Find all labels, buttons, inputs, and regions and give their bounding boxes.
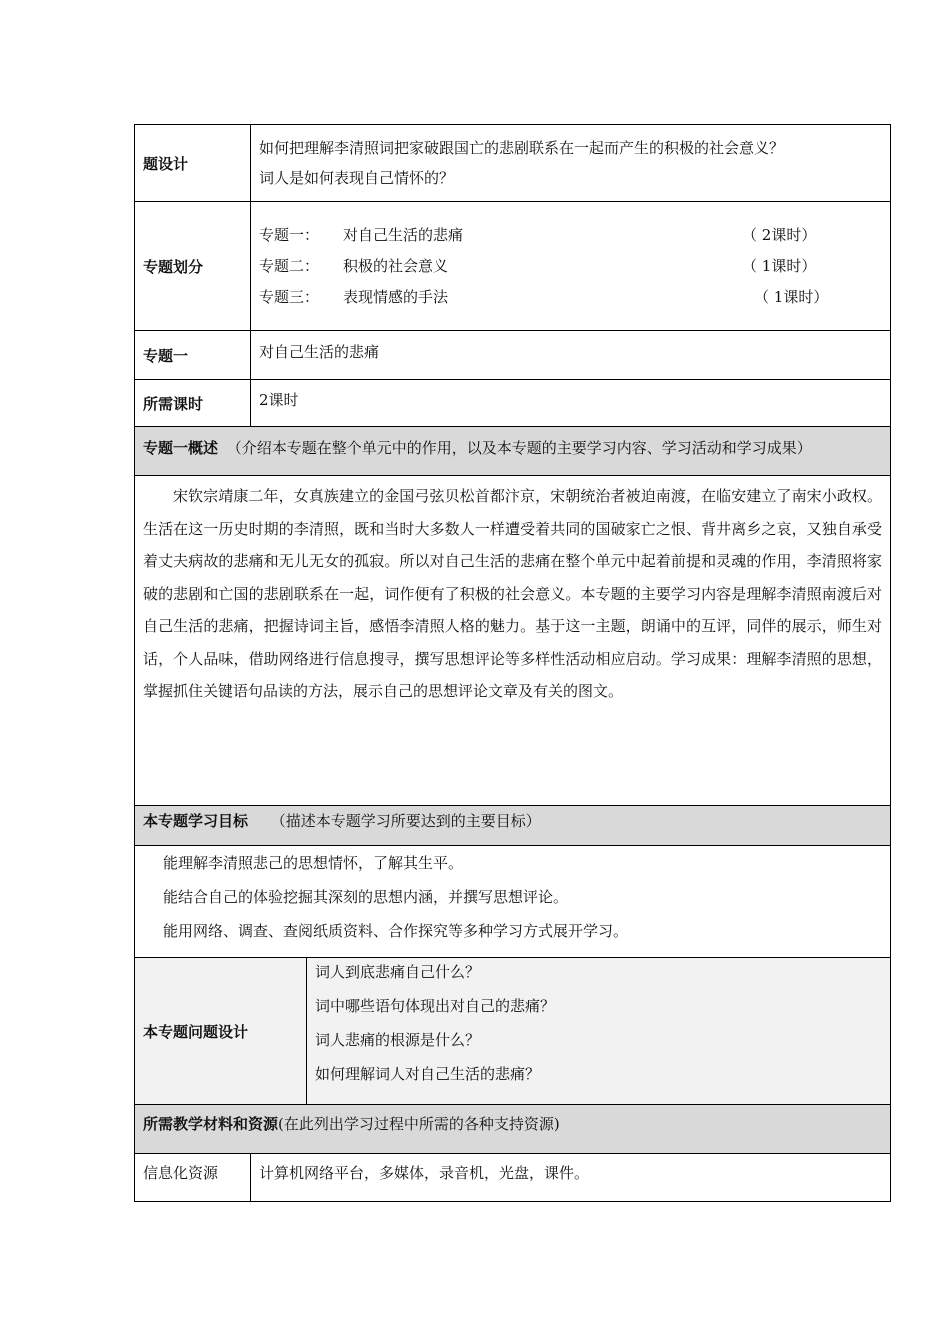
overview-header-row xyxy=(135,427,891,476)
topic-title: 对自己生活的悲痛 xyxy=(343,226,464,244)
goal-item: 能用网络、调查、查阅纸质资料、合作探究等多种学习方式展开学习。 xyxy=(163,922,629,940)
topic-num: 专题一： xyxy=(259,226,320,244)
topic-title: 积极的社会意义 xyxy=(343,257,449,275)
lesson-plan-table xyxy=(134,124,891,1202)
topic1-value: 对自己生活的悲痛 xyxy=(251,331,891,380)
topic-item-1 xyxy=(259,224,882,246)
overview-label: 专题一概述 xyxy=(143,439,219,457)
overview-text-cell xyxy=(135,476,891,806)
question-item: 词人悲痛的根源是什么？ xyxy=(315,1031,481,1049)
materials-header-row xyxy=(135,1105,891,1154)
resources-label: 信息化资源 xyxy=(135,1154,251,1202)
overview-text: 宋钦宗靖康二年，女真族建立的金国弓弦贝松首都汴京，宋朝统治者被迫南渡，在临安建立了南宋小政权。生活在这一历史时期的李清照，既和当时大多数人一样遭受着共同的国破家亡之恨、背井离乡之哀，又独自承受着丈夫病故的悲痛和无儿无女的孤寂。所以对自己生活的悲痛在整个单元中起着前提和灵魂的作用，李清照将家破的悲剧和亡国的悲剧联系在一起，词作便有了积极的社会意义。本专题的主要学习内容是理解李清照南渡后对自己生活的悲痛，把握诗词主旨，感悟李清照人格的魅力。基于这一主题，朗诵中的互评，同伴的展示，师生对话，个人品味，借助网络进行信息搜寻，撰写思想评论等多样性活动相应启动。学习成果：理解李清照的思想，掌握抓住关键语句品读的方法，展示自己的思想评论文章及有关的图文。 xyxy=(143,487,883,700)
hours-row xyxy=(135,380,891,427)
overview-header xyxy=(135,427,891,476)
question-item: 如何理解词人对自己生活的悲痛？ xyxy=(315,1065,541,1083)
questions-list xyxy=(307,958,891,1105)
topic-item-2 xyxy=(259,255,882,277)
design-row xyxy=(135,125,891,202)
topic-item-3 xyxy=(259,286,882,308)
materials-header xyxy=(135,1105,891,1154)
topic-hours: （ 1课时） xyxy=(742,257,817,275)
topic-num: 专题三： xyxy=(259,288,320,306)
question-item: 词中哪些语句体现出对自己的悲痛？ xyxy=(315,997,556,1015)
topic1-label: 专题一 xyxy=(135,331,251,380)
topic-hours: （ 1课时） xyxy=(754,288,829,306)
topic-hours: （ 2课时） xyxy=(742,226,817,244)
design-line-1: 如何把理解李清照词把家破跟国亡的悲剧联系在一起而产生的积极的社会意义？ xyxy=(259,139,785,157)
goal-item: 能理解李清照悲己的思想情怀，了解其生平。 xyxy=(163,854,464,872)
goals-header-row xyxy=(135,806,891,846)
goals-list xyxy=(135,846,891,958)
materials-label: 所需教学材料和资源 xyxy=(143,1115,279,1133)
resources-row xyxy=(135,1154,891,1202)
hours-label: 所需课时 xyxy=(135,380,251,427)
topic1-row xyxy=(135,331,891,380)
goal-item: 能结合自己的体验挖掘其深刻的思想内涵，并撰写思想评论。 xyxy=(163,888,569,906)
design-content xyxy=(251,125,891,202)
overview-text-row xyxy=(135,476,891,806)
design-label: 题设计 xyxy=(135,125,251,202)
division-label: 专题划分 xyxy=(135,202,251,331)
materials-note: (在此列出学习过程中所需的各种支持资源) xyxy=(278,1115,560,1133)
questions-row xyxy=(135,958,891,1105)
topic-title: 表现情感的手法 xyxy=(343,288,449,306)
goals-header xyxy=(135,806,891,846)
topic-num: 专题二： xyxy=(259,257,320,275)
design-line-2: 词人是如何表现自己情怀的？ xyxy=(259,169,455,187)
overview-note: （介绍本专题在整个单元中的作用，以及本专题的主要学习内容、学习活动和学习成果） xyxy=(226,439,812,457)
goals-list-row xyxy=(135,846,891,958)
question-item: 词人到底悲痛自己什么？ xyxy=(315,963,481,981)
hours-value: 2课时 xyxy=(251,380,891,427)
questions-label: 本专题问题设计 xyxy=(135,958,307,1105)
goals-label: 本专题学习目标 xyxy=(143,812,249,830)
goals-note: （描述本专题学习所要达到的主要目标） xyxy=(270,812,541,830)
division-row xyxy=(135,202,891,331)
division-content xyxy=(251,202,891,331)
resources-value: 计算机网络平台，多媒体，录音机，光盘，课件。 xyxy=(251,1154,891,1202)
